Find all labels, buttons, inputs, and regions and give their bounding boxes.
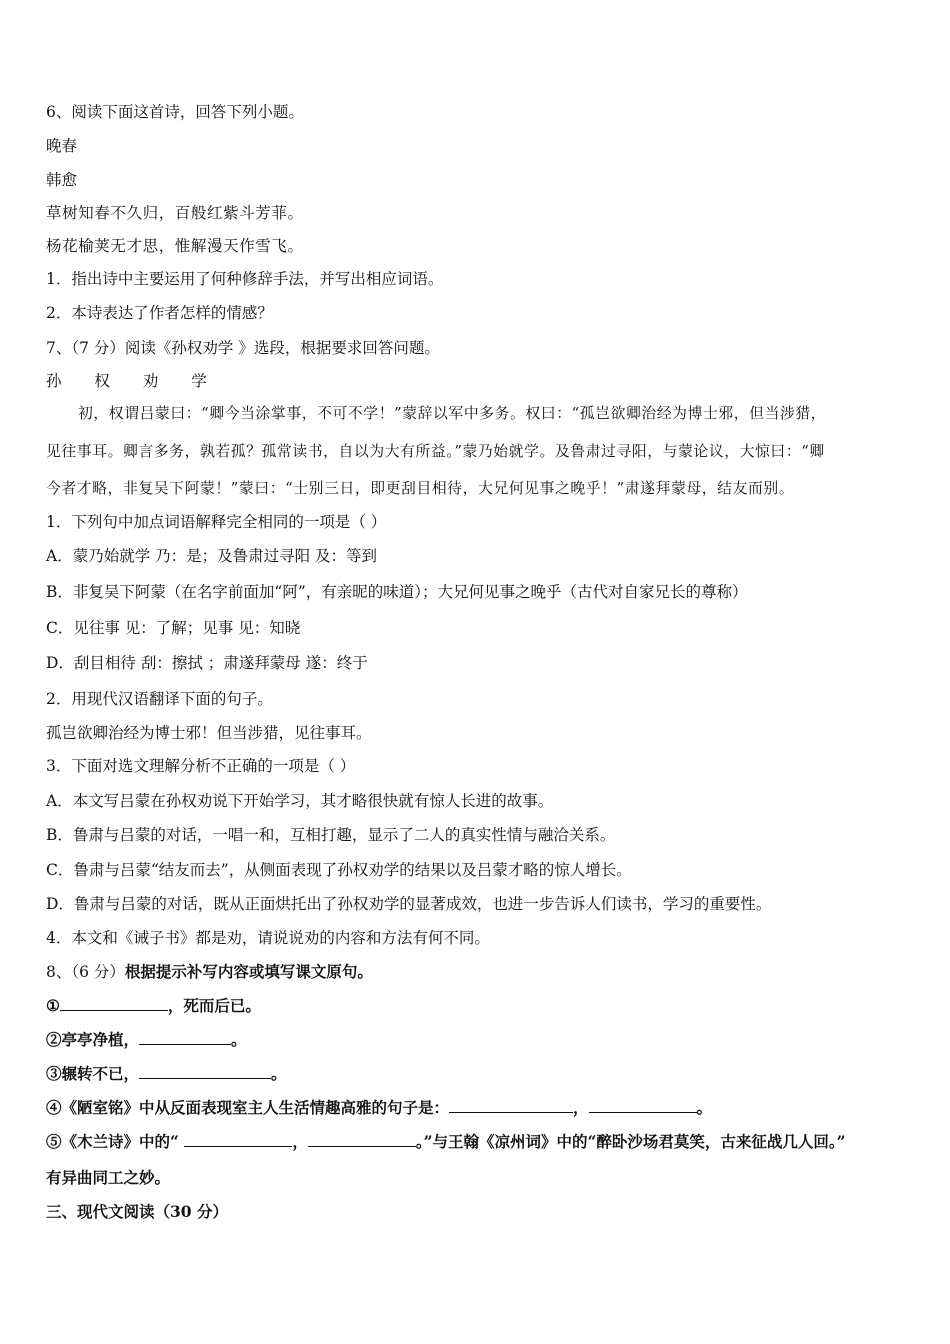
answer-blank[interactable] <box>308 1132 416 1147</box>
poem-author: 韩愈 <box>46 171 78 189</box>
q8-item-1: ① ，死而后已。 <box>46 996 261 1015</box>
poem-line-1: 草树知春不久归，百般红紫斗芳菲。 <box>46 204 304 222</box>
passage-title: 孙 权 劝 学 <box>46 372 221 390</box>
passage-line-3: 今者才略，非复吴下阿蒙！”蒙曰：“士别三日，即更刮目相待，大兄何见事之晚乎！”肃遂拜蒙母，结友而别。 <box>46 480 795 497</box>
q7-sub3-option-b: B．鲁肃与吕蒙的对话，一唱一和，互相打趣，显示了二人的真实性情与融洽关系。 <box>46 826 616 844</box>
q7-sub2: 2．用现代汉语翻译下面的句子。 <box>46 690 273 708</box>
answer-blank[interactable] <box>589 1098 697 1113</box>
answer-blank[interactable] <box>60 996 168 1011</box>
q7-sub4: 4．本文和《诫子书》都是劝，请说说劝的内容和方法有何不同。 <box>46 929 490 947</box>
q7-sub3: 3．下面对选文理解分析不正确的一项是（ ） <box>46 757 356 775</box>
q8-number: 8、（6 分） <box>46 963 125 981</box>
q7-sub3-option-a: A．本文写吕蒙在孙权劝说下开始学习，其才略很快就有惊人长进的故事。 <box>46 792 554 810</box>
q8-intro <box>46 962 373 982</box>
q7-sub1-option-b: B．非复吴下阿蒙（在名字前面加“阿”，有亲昵的味道）；大兄何见事之晚乎（古代对自家兄长的尊称） <box>46 583 748 601</box>
passage-line-2: 见往事耳。卿言多务，孰若孤？孤常读书，自以为大有所益。”蒙乃始就学。及鲁肃过寻阳，与蒙论议，大惊曰：“卿 <box>46 443 825 460</box>
answer-blank[interactable] <box>139 1064 271 1079</box>
q8-item-4: ④《陋室铭》中从反面表现室主人生活情趣高雅的句子是： ， 。 <box>46 1098 713 1117</box>
poem-title: 晚春 <box>46 137 78 155</box>
q7-sub3-option-d: D．鲁肃与吕蒙的对话，既从正面烘托出了孙权劝学的显著成效，也进一步告诉人们读书，学习的重要性。 <box>46 895 772 913</box>
q6-sub2: 2．本诗表达了作者怎样的情感？ <box>46 304 273 322</box>
q8-item-5: ⑤《木兰诗》中的“ ， 。”与王翰《凉州词》中的“醉卧沙场君莫笑，古来征战几人回。” <box>46 1132 846 1151</box>
q7-sub1-option-a: A．蒙乃始就学 乃：是；及鲁肃过寻阳 及：等到 <box>46 547 378 565</box>
q7-sub1-option-d: D．刮目相待 刮：擦拭 ；肃遂拜蒙母 遂：终于 <box>46 654 368 672</box>
q6-intro: 6、阅读下面这首诗，回答下列小题。 <box>46 103 304 121</box>
q8-instruction: 根据提示补写内容或填写课文原句。 <box>124 962 373 981</box>
q7-sub3-option-c: C．鲁肃与吕蒙“结友而去”，从侧面表现了孙权劝学的结果以及吕蒙才略的惊人增长。 <box>46 861 632 879</box>
answer-blank[interactable] <box>139 1030 231 1045</box>
q8-item-2: ②亭亭净植， 。 <box>46 1030 247 1049</box>
q7-sub1-option-c: C．见往事 见：了解；见事 见：知晓 <box>46 619 301 637</box>
q7-sub1: 1．下列句中加点词语解释完全相同的一项是（ ） <box>46 513 387 531</box>
q8-item-3: ③辗转不已， 。 <box>46 1064 287 1083</box>
q6-sub1: 1．指出诗中主要运用了何种修辞手法，并写出相应词语。 <box>46 270 444 288</box>
poem-line-2: 杨花榆荚无才思，惟解漫天作雪飞。 <box>46 237 304 255</box>
answer-blank[interactable] <box>449 1098 573 1113</box>
q7-intro: 7、（7 分）阅读《孙权劝学 》选段，根据要求回答问题。 <box>46 339 440 357</box>
q7-sub2-sentence: 孤岂欲卿治经为博士邪！但当涉猎，见往事耳。 <box>46 724 372 742</box>
section-3-heading: 三、现代文阅读（30 分） <box>46 1202 228 1221</box>
answer-blank[interactable] <box>184 1132 292 1147</box>
q8-item-5-continued: 有异曲同工之妙。 <box>46 1168 171 1187</box>
passage-line-1: 初，权谓吕蒙曰：“卿今当涂掌事，不可不学！”蒙辞以军中多务。权曰：“孤岂欲卿治经为博士邪，但当涉猎， <box>78 405 827 422</box>
